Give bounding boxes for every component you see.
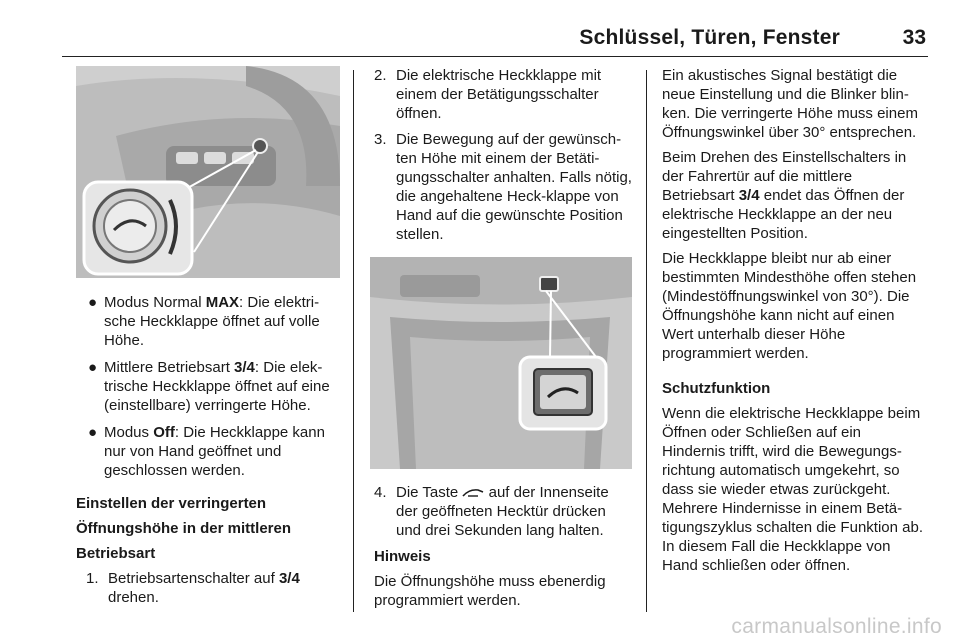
column-divider-1 (353, 70, 354, 612)
watermark: carmanualsonline.info (731, 615, 942, 638)
door-switch-illustration (76, 66, 340, 278)
column-1 (76, 66, 342, 614)
paragraph: Wenn die elektrische Heckklappe beim Öffnen oder Schließen auf ein Hindernis trifft, wird die Bewegungs-richtung automatisch umgekehrt, so dass sie wieder etwas zurückgeht. Mehrere Hindernisse in einem Betä-tigungszyklus schalten die Funktion ab. In diesem Fall die Heckklappe von Hand schließen oder öffnen. (662, 405, 923, 574)
page-header (62, 24, 928, 54)
column-2 (374, 66, 632, 610)
bullet-icon: ● (88, 294, 98, 311)
steps-list-3 (374, 483, 632, 540)
tailgate-icon (462, 487, 484, 499)
section-heading-reduced-height: Einstellen der verringerten Öffnungshöhe in der mittleren Betriebsart (76, 495, 292, 562)
paragraph: Beim Drehen des Einstellschalters in der Fahrertür auf die mittlere Betriebsart 3/4 endet das Öffnen der elektrische Heckklappe an der neu eingestellten Position. (662, 149, 907, 242)
door-switch-figure (76, 66, 340, 278)
header-divider (62, 56, 928, 57)
tailgate-button-figure (370, 257, 632, 469)
list-item: 3. Die Bewegung auf der gewünsch-ten Höhe mit einem der Betäti-gungsschalter anhalten. Falls nötig, die angehaltene Heck-klappe von Hand auf die gewünschte Position stellen. (374, 131, 632, 243)
column-divider-2 (646, 70, 647, 612)
steps-list-1 (86, 569, 342, 607)
tailgate-button-illustration (370, 257, 632, 469)
note-text: Die Öffnungshöhe muss ebenerdig programmiert werden. (374, 573, 606, 609)
list-item: 4. Die Taste auf der Innenseite der geöffneten Hecktür drücken und drei Sekunden lang halten. (374, 484, 609, 539)
note-heading: Hinweis (374, 548, 431, 565)
page-title: Schlüssel, Türen, Fenster (579, 26, 840, 49)
page-number: 33 (902, 26, 926, 49)
mode-bullet-list (76, 293, 342, 480)
bullet-icon: ● (88, 424, 98, 441)
list-item: 1. Betriebsartenschalter auf 3/4 drehen. (86, 570, 300, 606)
list-item: 2. Die elektrische Heckklappe mit einem der Betätigungsschalter öffnen. (374, 67, 602, 122)
bullet-icon: ● (88, 359, 98, 376)
column-3 (662, 66, 928, 581)
paragraph: Ein akustisches Signal bestätigt die neue Einstellung und die Blinker blin-ken. Die verringerte Höhe muss einem Öffnungswinkel über 30° entsprechen. (662, 67, 918, 141)
list-item: ● Modus Off: Die Heckklappe kann nur von Hand geöffnet und geschlossen werden. (88, 424, 325, 479)
paragraph: Die Heckklappe bleibt nur ab einer bestimmten Mindesthöhe offen stehen (Mindestöffnungswinkel von 30°). Die Öffnungshöhe kann nicht auf einen Wert unterhalb dieser Höhe programmiert werden. (662, 250, 917, 362)
section-heading-protection: Schutzfunktion (662, 380, 771, 397)
steps-list-2 (374, 66, 632, 244)
list-item: ● Modus Normal MAX: Die elektri-sche Heckklappe öffnet auf volle Höhe. (88, 294, 320, 349)
list-item: ● Mittlere Betriebsart 3/4: Die elek-trische Heckklappe öffnet auf eine (einstellbare) verringerte Höhe. (88, 359, 330, 414)
